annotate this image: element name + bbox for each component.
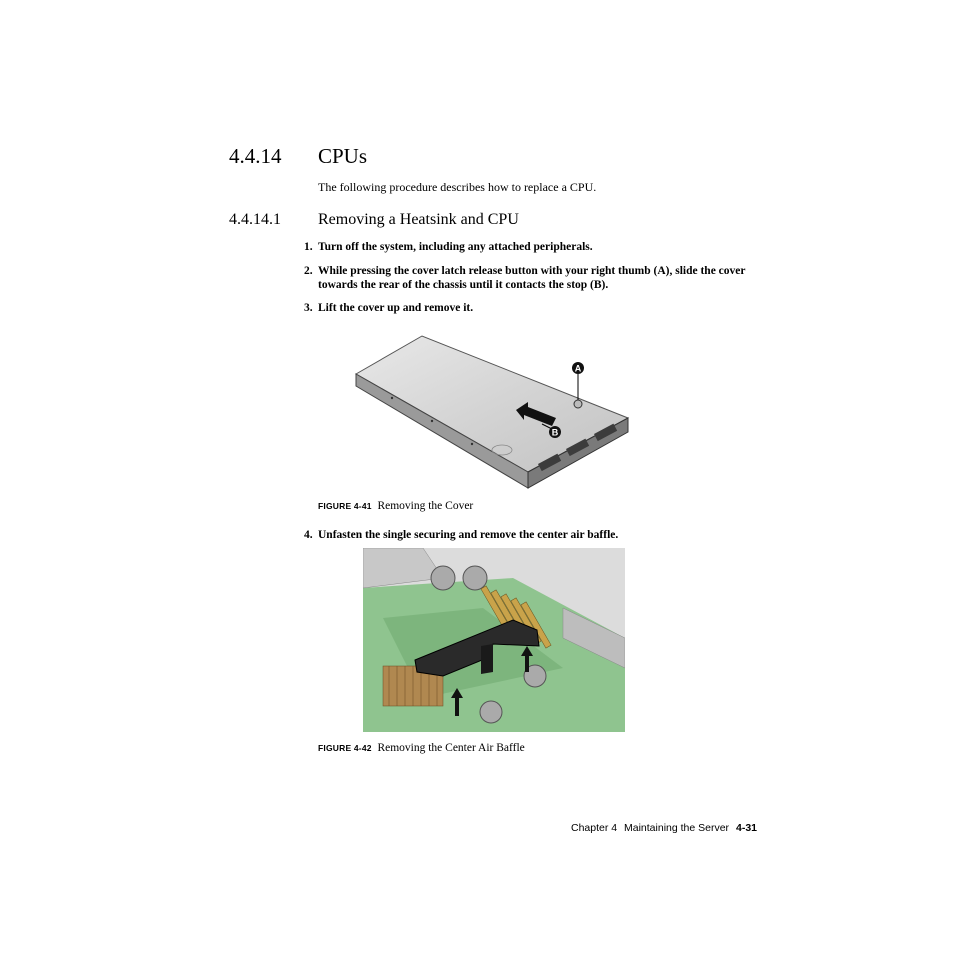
- subsection-number: 4.4.14.1: [229, 211, 281, 228]
- section-title: CPUs: [318, 144, 368, 168]
- callout-b-label: B: [551, 427, 559, 438]
- section-intro: The following procedure describes how to replace a CPU.: [318, 180, 597, 194]
- figure-label: FIGURE 4-42: [318, 743, 372, 753]
- step-number: 2.: [304, 265, 313, 277]
- step-4: [304, 528, 774, 542]
- subsection-title: Removing a Heatsink and CPU: [318, 211, 519, 228]
- step-2: [304, 264, 759, 292]
- figure-caption-2: [318, 742, 525, 754]
- figure-caption-text: Removing the Center Air Baffle: [377, 742, 525, 754]
- footer-page-number: 4-31: [736, 822, 758, 834]
- figure-air-baffle: [363, 548, 625, 732]
- figure-caption-1: [318, 500, 473, 512]
- footer-chapter: Chapter 4: [571, 822, 618, 834]
- step-text: Lift the cover up and remove it.: [318, 302, 474, 314]
- figure-removing-cover: [352, 332, 632, 494]
- step-1: [304, 240, 774, 254]
- figure-caption-text: Removing the Cover: [377, 500, 474, 512]
- footer-chapter-title: Maintaining the Server: [624, 822, 730, 834]
- step-text: Turn off the system, including any attached peripherals.: [318, 241, 593, 253]
- step-text: While pressing the cover latch release button with your right thumb (A), slide the cover towards the rear of the chassis until it contacts the stop (B).: [318, 265, 746, 291]
- step-3: [304, 301, 774, 315]
- callout-a-label: A: [574, 363, 582, 374]
- step-number: 3.: [304, 302, 313, 314]
- step-number: 4.: [304, 529, 313, 541]
- step-number: 1.: [304, 241, 313, 253]
- latch-button-icon: [574, 400, 582, 408]
- section-number: 4.4.14: [229, 144, 282, 168]
- step-text: Unfasten the single securing and remove the center air baffle.: [318, 529, 619, 541]
- figure-label: FIGURE 4-41: [318, 501, 372, 511]
